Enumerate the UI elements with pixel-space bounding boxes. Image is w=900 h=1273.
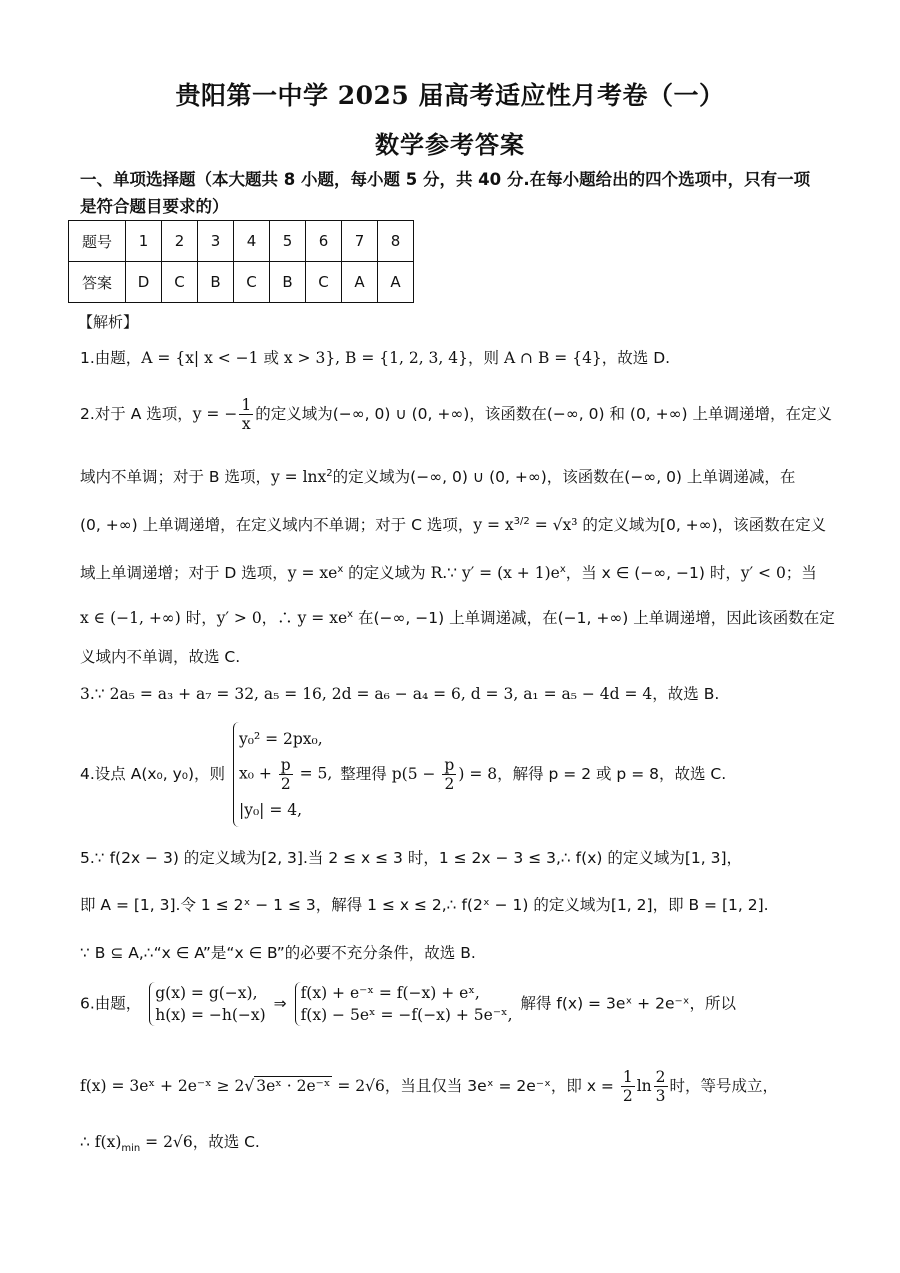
math: = 2√6 [140,1133,193,1151]
superscript: 2 [326,467,333,479]
math: y = xe [287,564,338,582]
math: 的定义域为 R.∵ y′ = (x + 1)e [343,564,560,582]
table-answer-label: 答案 [69,262,126,303]
equation-system [233,722,332,827]
text: ，当 x ∈ (−∞, −1) 时， [565,564,741,582]
fraction [239,396,253,433]
equation: g(x) = g(−x), [155,984,258,1002]
text: (0, +∞) 上单调递增，在定义域内不单调；对于 C 选项， [80,516,474,534]
table-cell: C [306,262,342,303]
equation-system [149,982,265,1026]
fraction [621,1068,635,1105]
text: 的定义域为(−∞, 0) ∪ (0, +∞)，该函数在(−∞, 0) 上单调递减，在 [332,468,796,486]
text: 域上单调递增；对于 D 选项， [80,564,288,582]
text: ，则 [468,349,504,367]
numerator: p [280,756,291,774]
math: ∴ f(x) [80,1133,122,1151]
equation-system [295,982,513,1026]
table-cell: 7 [342,221,378,262]
superscript: x [347,608,354,620]
math: y = lnx [271,468,327,486]
solution-1 [80,346,840,368]
denominator: 2 [444,775,455,793]
denominator: 2 [523,515,530,527]
text: .当 2 ≤ x ≤ 3 时，1 ≤ 2x − 3 ≤ 3,∴ f(x) 的定义域为[1, 3]， [302,849,743,867]
fraction [654,1068,668,1105]
solution-6-line-1 [80,982,840,1026]
text: ，即 x = [550,1077,619,1095]
math: ln [636,1077,652,1095]
math: y = x [473,516,514,534]
superscript: x [337,563,344,575]
equation: f(x) − 5eˣ = −f(−x) + 5e⁻ˣ, [300,1006,513,1024]
page-title: 贵阳第一中学 2025 届高考适应性月考卷（一） [175,81,725,110]
math: x ∈ (−1, +∞) 时， [80,609,217,627]
math: ) = 8 [458,765,498,783]
denominator: 2 [280,775,291,793]
table-cell: 6 [306,221,342,262]
math: = 2√6 [332,1077,385,1095]
table-row-answers [69,262,414,303]
section-heading: 一、单项选择题（本大题共 8 小题，每小题 5 分，共 40 分.在每小题给出的四个选项中，只有一项是符合题目要求的） [80,170,811,216]
answer-table [68,220,414,303]
table-cell: B [198,262,234,303]
text: .令 1 ≤ 2ˣ − 1 ≤ 3，解得 1 ≤ x ≤ 2,∴ f(2ˣ − 1) 的定义域为[1, 2]，即 B = [1, 2]. [175,896,769,914]
text: ，故选 B. [652,685,720,703]
solution-5-line-3 [80,941,840,963]
solution-3 [80,682,840,704]
text: 义域内不单调，故选 C. [80,648,241,666]
table-cell: C [234,262,270,303]
solution-5-line-2 [80,893,840,915]
equation [239,756,332,793]
math: 3eˣ · 2e⁻ˣ [256,1077,331,1095]
text: 解得 f(x) = 3eˣ + 2e⁻ˣ [520,994,690,1013]
implies-arrow: ⇒ [273,994,287,1013]
denominator: 3 [655,1087,666,1105]
table-cell: 8 [378,221,414,262]
text: 6.由题， [80,994,142,1013]
table-header-label: 题号 [69,221,126,262]
solution-2-line-3 [80,513,840,535]
solution-6-line-3 [80,1130,840,1154]
math: f(x) = 3eˣ + 2e⁻ˣ ≥ 2 [80,1077,245,1095]
fraction [279,756,293,793]
table-cell: 4 [234,221,270,262]
table-cell: 2 [162,221,198,262]
equation: h(x) = −h(−x) [155,1006,266,1024]
text: 5.∵ f(2x − 3) 的定义域为[2, 3] [80,849,303,867]
text: ，解得 p = 2 或 p = 8，故选 C. [497,765,727,783]
solution-2-line-2 [80,465,840,487]
numerator: p [444,756,455,774]
table-cell: A [378,262,414,303]
numerator: 3 [513,515,521,527]
page-subtitle: 数学参考答案 [375,130,525,159]
text: ，故选 D. [601,349,671,367]
subscript: min [121,1143,141,1155]
text: 1.由题， [80,349,142,367]
math: = 5, [294,764,333,783]
text: ，当且仅当 3eˣ = 2e⁻ˣ [384,1077,551,1095]
solution-2-line-5 [80,606,840,628]
text: 即 A = [1, 3] [80,896,176,914]
table-row-numbers [69,221,414,262]
table-cell: C [162,262,198,303]
numerator: 1 [241,396,252,414]
text: 整理得 [340,765,392,783]
denominator: 2 [622,1087,633,1105]
solution-5-line-1 [80,846,840,868]
text: 在(−∞, −1) 上单调递减，在(−1, +∞) 上单调递增，因此该函数在定 [353,609,835,627]
math: A = {x| x < −1 或 x > 3}, B = {1, 2, 3, 4} [141,349,468,367]
table-cell: 3 [198,221,234,262]
math: y = − [192,405,238,423]
solution-6-line-2: f(x) = 3eˣ + 2e⁻ˣ ≥ 2√ 3eˣ · 2e⁻ˣ = 2√6，当且仅当 3eˣ = 2e⁻ˣ，即 x = $\frac{1}{2}$ ln $\frac{2}{3}$ 时，等号成立， [80,1068,779,1105]
text: 2.对于 A 选项， [80,405,193,423]
math: p(5 − [391,765,441,783]
numerator: 2 [655,1068,666,1086]
table-cell: 5 [270,221,306,262]
text: 时，等号成立， [669,1077,779,1095]
text: 域内不单调；对于 B 选项， [80,468,271,486]
denominator: x [241,415,251,433]
text: 的定义域为(−∞, 0) ∪ (0, +∞)，该函数在(−∞, 0) 和 (0, +∞) 上单调递增，在定义 [255,405,833,423]
math: y′ > 0，∴ y = xe [216,609,348,627]
table-cell: A [342,262,378,303]
numerator: 1 [622,1068,633,1086]
text: 的定义域为[0, +∞)，该函数在定义 [577,516,827,534]
text: ，故选 C. [192,1133,260,1151]
superscript: x [559,563,566,575]
equation: f(x) + e⁻ˣ = f(−x) + eˣ, [300,984,480,1002]
math: y′ < 0；当 [740,564,817,582]
table-cell: B [270,262,306,303]
table-cell: 1 [126,221,162,262]
text: ，所以 [689,994,737,1013]
table-cell: D [126,262,162,303]
math: = √x³ [529,516,578,534]
math: A ∩ B = {4} [503,349,602,367]
solution-2-line-4 [80,561,840,583]
math: x₀ + [238,764,277,783]
equation: |y₀| = 4, [238,801,303,819]
equation: y₀² = 2px₀, [238,730,323,748]
text: ∵ B ⊆ A,∴“x ∈ A”是“x ∈ B”的必要不充分条件，故选 B. [80,944,476,962]
math: 3.∵ 2a₅ = a₃ + a₇ = 32, a₅ = 16, 2d = a₆ − a₄ = 6, d = 3, a₁ = a₅ − 4d = 4 [80,685,653,703]
solution-2-line-1 [80,396,840,433]
solution-4 [80,722,840,827]
text: 4.设点 A(x₀, y₀)，则 [80,765,226,783]
exponent-fraction: 3/2 [513,515,530,527]
solution-2-line-6 [80,645,840,667]
fraction [442,756,456,793]
analysis-label: 【解析】 [78,313,139,331]
